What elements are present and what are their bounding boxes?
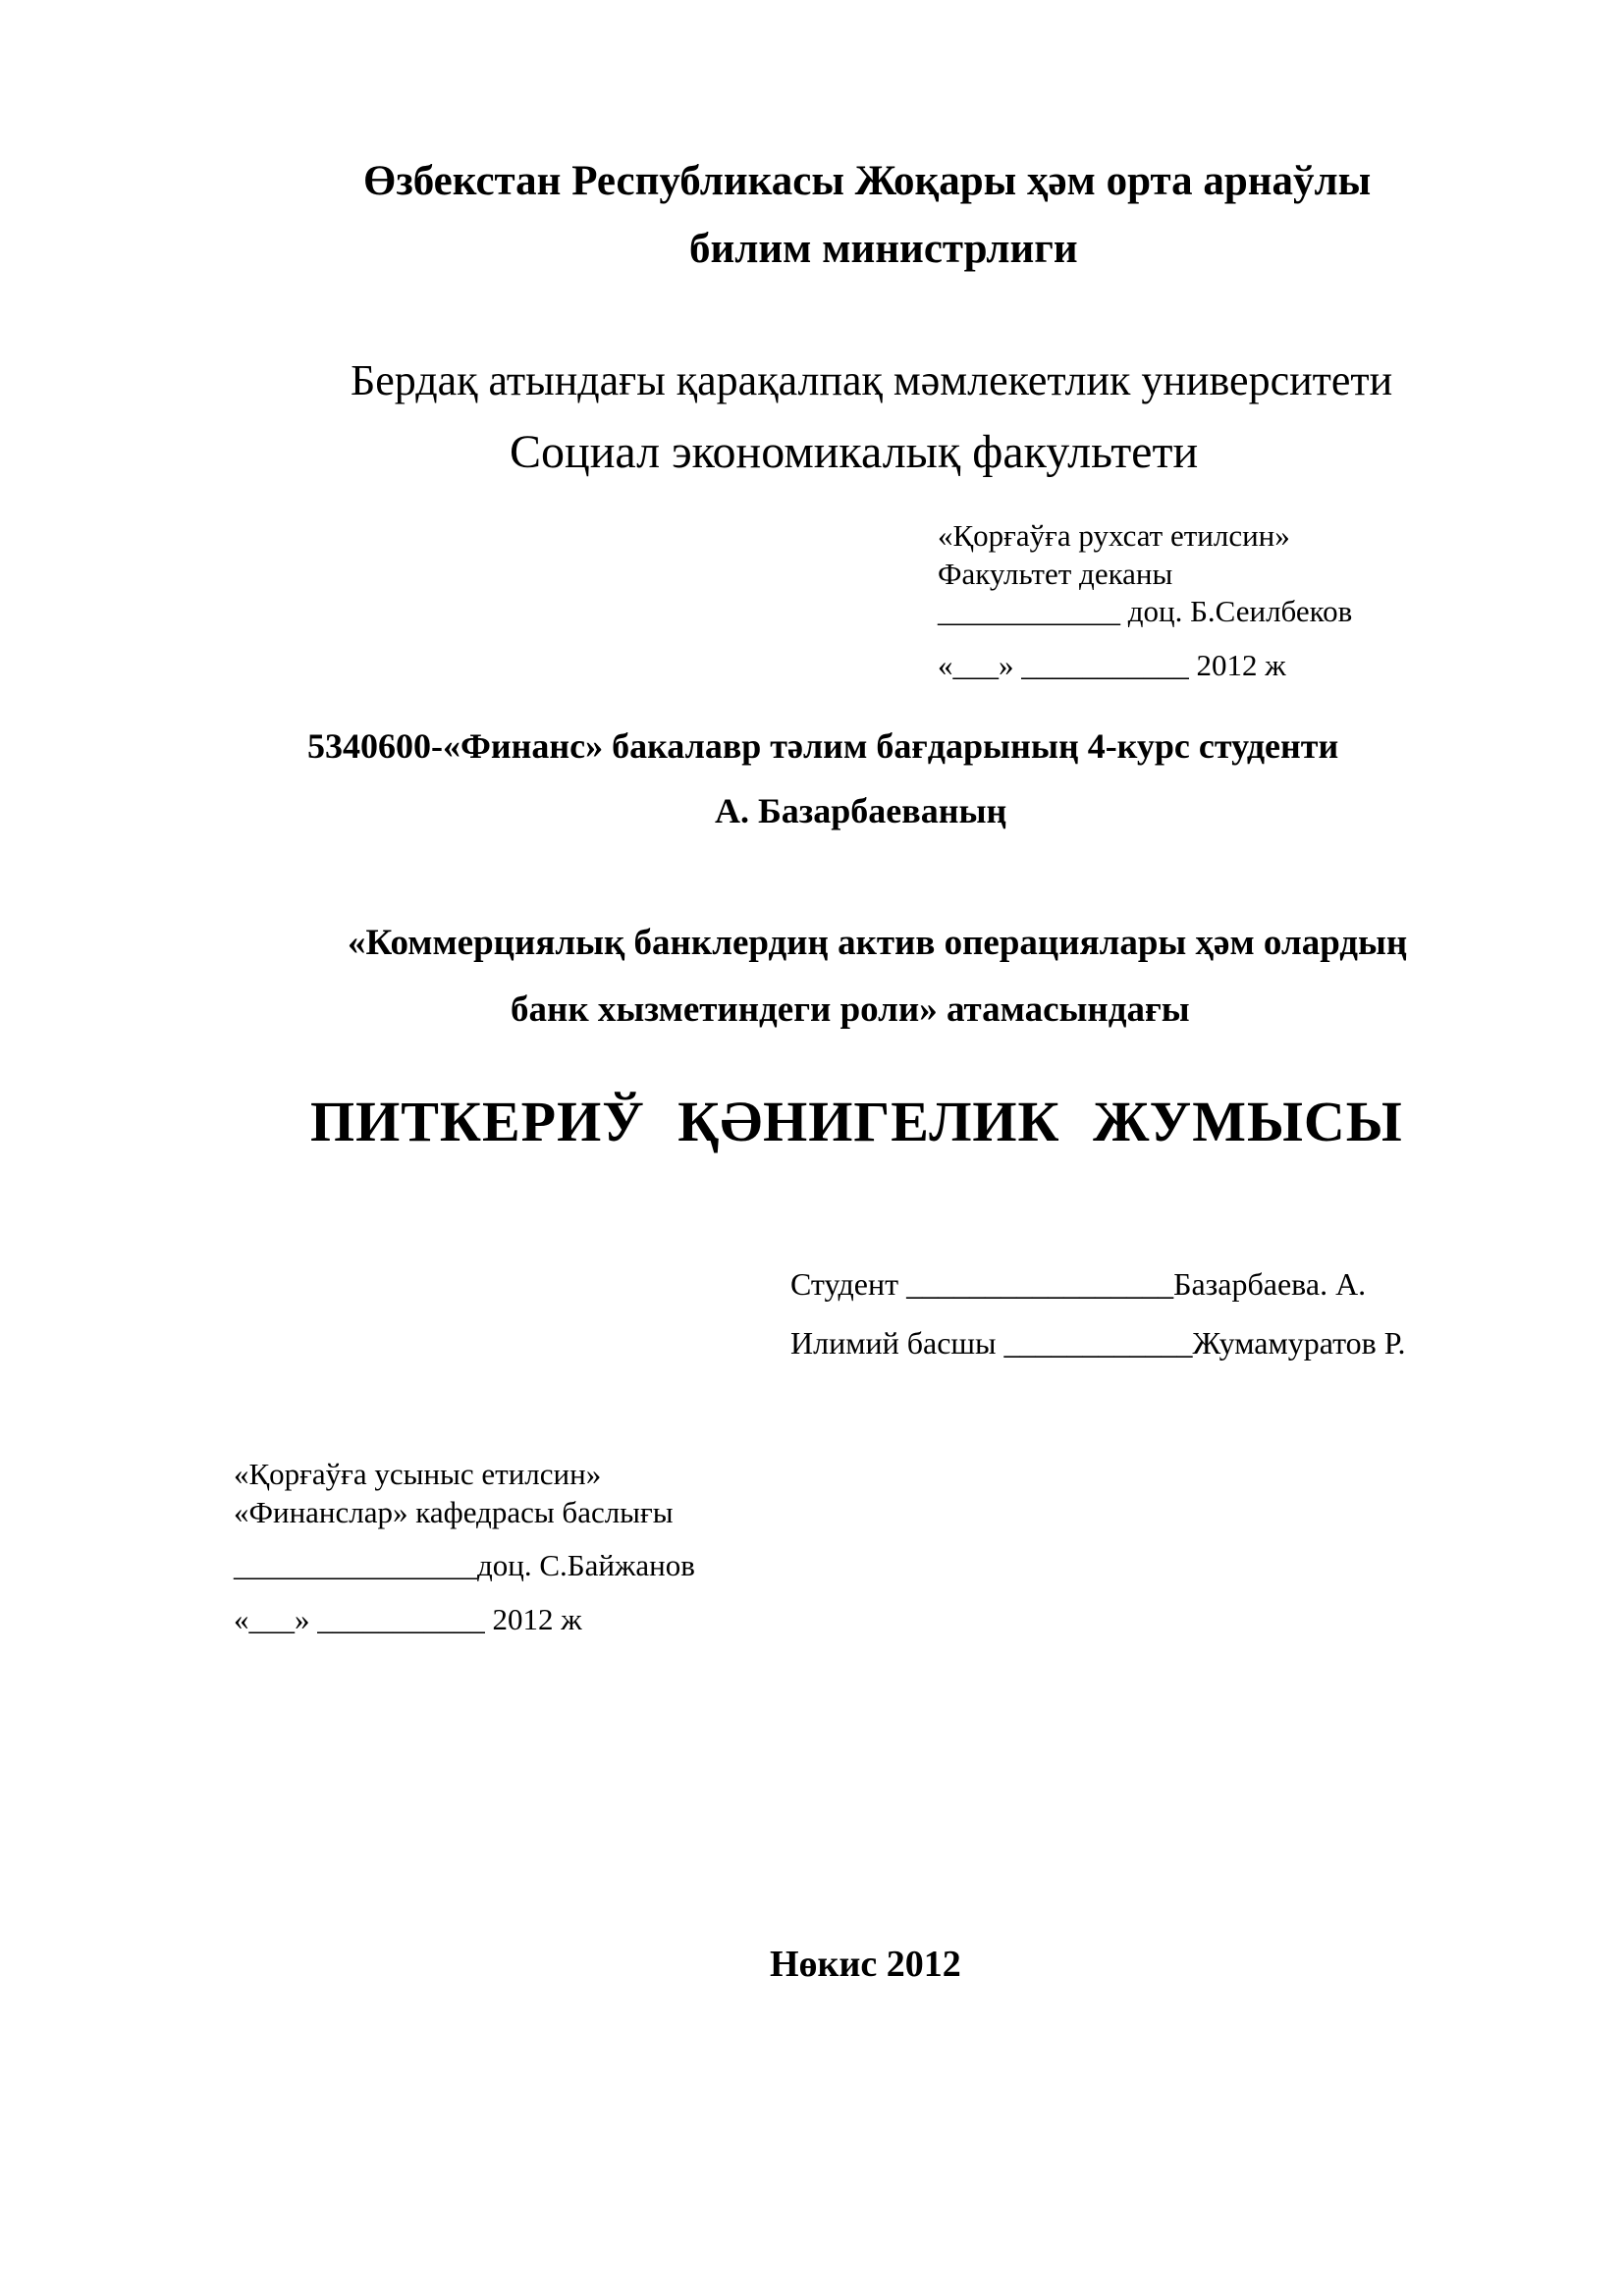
department-approval-heading: «Қорғаўға усыныс етилсин» — [234, 1457, 602, 1491]
department-date-line: «___» ___________ 2012 ж — [234, 1602, 582, 1636]
city-and-year: Нөкис 2012 — [770, 1944, 961, 1985]
ministry-title-line-1: Өзбекстан Республикасы Жоқары ҳәм орта арнаўлы — [363, 158, 1372, 204]
student-name: А. Базарбаеваның — [715, 791, 1007, 830]
supervisor-signature-line: Илимий басшы ____________Жумамуратов Р. — [790, 1325, 1406, 1361]
student-program-line: 5340600-«Финанс» бакалавр тәлим бағдарының 4-курс студенти — [307, 726, 1339, 766]
student-signature-line: Студент _________________Базарбаева. А. — [790, 1266, 1367, 1302]
department-head-signature-line: ________________доц. С.Байжанов — [234, 1548, 695, 1582]
department-head-position: «Финанслар» кафедрасы баслығы — [234, 1495, 674, 1529]
thesis-topic-line-2: банк хызметиндеги роли» атамасындағы — [511, 989, 1190, 1030]
document-title: ПИТКЕРИЎ ҚӘНИГЕЛИК ЖУМЫСЫ — [310, 1090, 1403, 1153]
dean-date-line: «___» ___________ 2012 ж — [938, 648, 1286, 682]
ministry-title-line-2: билим министрлиги — [689, 226, 1078, 272]
dean-signature-line: ____________ доц. Б.Сеилбеков — [938, 594, 1353, 628]
dean-position: Факультет деканы — [938, 557, 1173, 591]
thesis-topic-line-1: «Коммерциялық банклердиң актив операциялары ҳәм олардың — [348, 923, 1408, 963]
university-name: Бердақ атындағы қарақалпақ мәмлекетлик университети — [351, 356, 1393, 404]
faculty-name: Социал экономикалық факультети — [510, 426, 1199, 478]
dean-approval-heading: «Қорғаўға рухсат етилсин» — [938, 518, 1290, 553]
